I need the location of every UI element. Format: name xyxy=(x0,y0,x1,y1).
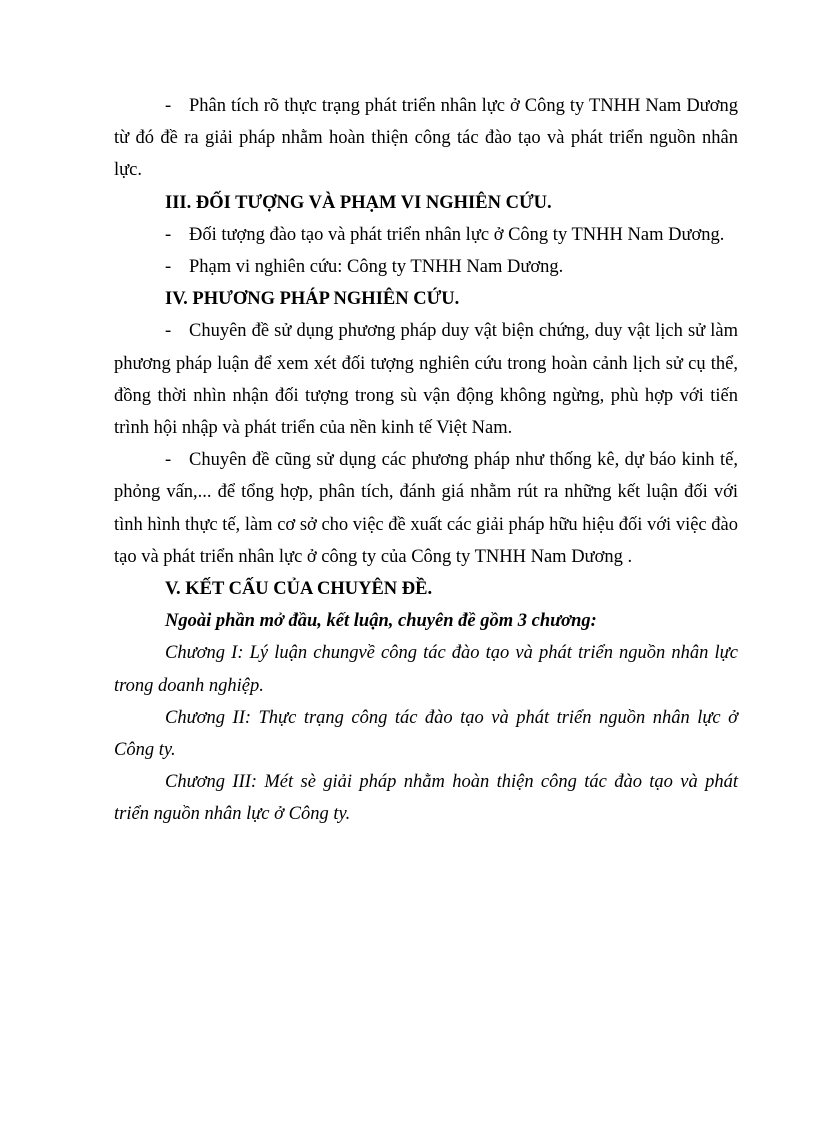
objective-text: Phân tích rõ thực trạng phát triển nhân lực ở Công ty TNHH Nam Dương từ đó đề ra giải pháp nhằm hoàn thiện công tác đào tạo và phát triển nguồn nhân lực. xyxy=(114,96,738,181)
section-heading-v: V. KẾT CẤU CỦA CHUYÊN ĐỀ. xyxy=(165,579,433,600)
chapter-1-line: Chương I: Lý luận chungvề công tác đào tạo và phát triển nguồn nhân lực trong doanh nghiệp. xyxy=(114,643,738,696)
bullet-dash: - xyxy=(165,96,172,116)
scope-text: Phạm vi nghiên cứu: Công ty TNHH Nam Dương. xyxy=(189,257,564,278)
objective-paragraph xyxy=(114,90,738,187)
method-paragraph-1 xyxy=(114,315,738,444)
section-heading-iv: IV. PHƯƠNG PHÁP NGHIÊN CỨU. xyxy=(165,289,460,310)
bullet-dash: - xyxy=(165,450,172,471)
section-heading-iii: III. ĐỐI TƯỢNG VÀ PHẠM VI NGHIÊN CỨU. xyxy=(165,192,552,213)
method-text-1: Chuyên đề sử dụng phương pháp duy vật biện chứng, duy vật lịch sử làm phương pháp luận để xem xét đối tượng nghiên cứu trong hoàn cảnh lịch sử cụ thể, đồng thời nhìn nhận đối tượng trong sù vận động không ngừng, phù hợp với tiến trình hội nhập và phát triển của nền kinh tế Việt Nam. xyxy=(114,321,738,439)
chapter-2-line: Chương II: Thực trạng công tác đào tạo và phát triển nguồn nhân lực ở Công ty. xyxy=(114,707,738,761)
method-paragraph-2 xyxy=(114,444,738,573)
bullet-dash: - xyxy=(165,257,172,278)
scope-paragraph xyxy=(114,251,738,283)
bullet-dash: - xyxy=(165,224,172,245)
subject-paragraph xyxy=(114,219,738,251)
bullet-dash: - xyxy=(165,321,172,342)
chapter-3-line: Chương III: Mét sè giải pháp nhằm hoàn thiện công tác đào tạo và phát triển nguồn nhân lực ở Công ty. xyxy=(114,772,738,825)
structure-intro: Ngoài phần mở đầu, kết luận, chuyên đề gồm 3 chương: xyxy=(165,611,597,632)
subject-text: Đối tượng đào tạo và phát triển nhân lực ở Công ty TNHH Nam Dương. xyxy=(189,224,725,245)
document-page xyxy=(114,90,738,831)
method-text-2: Chuyên đề cũng sử dụng các phương pháp như thống kê, dự báo kinh tế, phỏng vấn,... để tổng hợp, phân tích, đánh giá nhằm rút ra những kết luận đối với tình hình thực tế, làm cơ sở cho việc đề xuất các giải pháp hữu hiệu đối với việc đào tạo và phát triển nhân lực ở công ty của Công ty TNHH Nam Dương . xyxy=(114,450,738,567)
